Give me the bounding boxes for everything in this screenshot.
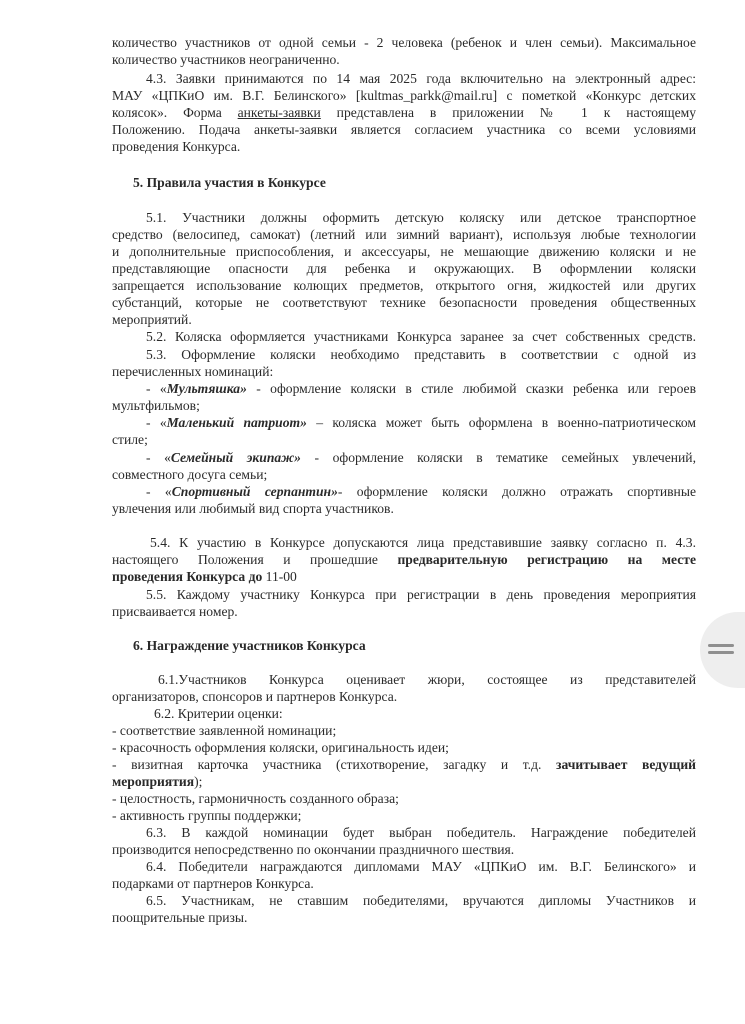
p54-line2	[112, 551, 696, 568]
nomination-4	[146, 483, 696, 500]
p51-line5: запрещается использование колющих предметов, открытого огня, жидкостей или других	[112, 278, 696, 293]
p51-line7: мероприятий.	[112, 312, 192, 327]
p65-line2: поощрительные призы.	[112, 910, 248, 925]
p54-venue-bold: проведения Конкурса до	[112, 569, 263, 584]
p61-line2: организаторов, спонсоров и партнеров Конкурса.	[112, 689, 398, 704]
p54-prereg-bold: предварительную регистрацию на месте	[397, 552, 696, 567]
p65-line1: 6.5. Участникам, не ставшим победителями, вручаются дипломы Участников и	[146, 893, 696, 908]
nom2-name: Маленький патриот»	[166, 415, 307, 430]
p53-line2: перечисленных номинаций:	[112, 364, 274, 379]
nom2-desc: – коляска может быть оформлена в военно-патриотическом	[306, 415, 697, 430]
p64-line1: 6.4. Победители награждаются дипломами МАУ «ЦПКиО им. В.Г. Белинского» и	[146, 859, 696, 874]
criterion-3	[112, 756, 696, 773]
nom2-prefix: - «	[146, 415, 167, 430]
criterion-3-line2	[112, 773, 696, 790]
nom1-name: Мультяшка»	[166, 381, 247, 396]
p54-time: 11-00	[262, 569, 297, 584]
p63-line2: производится непосредственно по окончании праздничного шествия.	[112, 842, 515, 857]
nom3-line2: совместного досуга семьи;	[112, 467, 268, 482]
nom1-line2: мультфильмов;	[112, 398, 200, 413]
p43-line3-start: колясок». Форма	[112, 105, 238, 120]
criterion-4: - целостность, гармоничность созданного образа;	[112, 791, 399, 806]
criterion-5: - активность группы поддержки;	[112, 808, 302, 823]
p55-line2: присваивается номер.	[112, 604, 238, 619]
p53-line1: 5.3. Оформление коляски необходимо представить в соответствии с одной из	[146, 347, 696, 362]
p54-line1: 5.4. К участию в Конкурсе допускаются лица представившие заявку согласно п. 4.3.	[150, 535, 696, 550]
criterion-3-bold: зачитывает ведущий	[556, 757, 696, 772]
nom1-prefix: - «	[146, 381, 167, 396]
p64-line2: подарками от партнеров Конкурса.	[112, 876, 314, 891]
criterion-3-close: );	[194, 774, 203, 789]
nomination-1	[146, 380, 696, 397]
p51-line4: представляющие опасности для ребенка и окружающих. В оформлении коляски	[112, 261, 696, 276]
nom4-line2: увлечения или любимый вид спорта участников.	[112, 501, 394, 516]
section5-title: 5. Правила участия в Конкурсе	[133, 175, 326, 190]
nom3-desc: - оформление коляски в тематике семейных увлечений,	[300, 450, 696, 465]
p54-line3	[112, 568, 696, 585]
nom4-desc: - оформление коляски должно отражать спортивные	[337, 484, 697, 499]
p43-line4: Положению. Подача анкеты-заявки является согласием участника со всеми условиями	[112, 122, 696, 137]
criterion-3-text: - визитная карточка участника (стихотворение, загадку и т.д.	[112, 757, 557, 772]
p43-line3	[112, 104, 696, 121]
application-form-link[interactable]: анкеты-заявки	[237, 105, 321, 120]
section6-title: 6. Награждение участников Конкурса	[133, 638, 366, 653]
nom1-desc: - оформление коляски в стиле любимой сказки ребенка или героев	[246, 381, 696, 396]
p43-line3-end: представлена в приложении № 1 к настоящему	[320, 105, 696, 120]
nom3-name: Семейный экипаж»	[170, 450, 301, 465]
p61-line1: 6.1.Участников Конкурса оценивает жюри, состоящее из представителей	[158, 672, 696, 687]
p63-line1: 6.3. В каждой номинации будет выбран победитель. Награждение победителей	[146, 825, 696, 840]
p62-title: 6.2. Критерии оценки:	[154, 706, 283, 721]
p43-line2: МАУ «ЦПКиО им. В.Г. Белинского» [kultmas_parkk@mail.ru] с пометкой «Конкурс детских	[112, 88, 696, 103]
nomination-2	[146, 414, 696, 431]
p43-line5: проведения Конкурса.	[112, 139, 241, 154]
p41-line2: количество участников неограниченно.	[112, 52, 340, 67]
p41-line1: количество участников от одной семьи - 2 человека (ребенок и член семьи). Максимальное	[112, 35, 696, 50]
p51-line1: 5.1. Участники должны оформить детскую коляску или детское транспортное	[146, 210, 696, 225]
p51-line3: и дополнительные приспособления, и аксессуары, не мешающие движению коляски и не	[112, 244, 696, 259]
p54-line2-start: настоящего Положения и прошедшие	[112, 552, 398, 567]
criterion-1: - соответствие заявленной номинации;	[112, 723, 337, 738]
criterion-3-bold-end: мероприятия	[112, 774, 195, 789]
nomination-3	[146, 449, 696, 466]
p55-line1: 5.5. Каждому участнику Конкурса при регистрации в день проведения мероприятия	[146, 587, 696, 602]
nom4-name: Спортивный серпантин»	[171, 484, 338, 499]
p52-line: 5.2. Коляска оформляется участниками Конкурса заранее за счет собственных средств.	[146, 329, 696, 344]
criterion-2: - красочность оформления коляски, оригинальность идеи;	[112, 740, 449, 755]
p51-line2: средство (велосипед, самокат) (летний или зимний вариант), используя любые технологии	[112, 227, 696, 242]
p43-line1: 4.3. Заявки принимаются по 14 мая 2025 года включительно на электронный адрес:	[146, 71, 696, 86]
nom2-line2: стиле;	[112, 432, 148, 447]
p51-line6: субстанций, которые не соответствуют технике безопасности проведения общественных	[112, 295, 696, 310]
nom3-prefix: - «	[146, 450, 171, 465]
nom4-prefix: - «	[146, 484, 172, 499]
